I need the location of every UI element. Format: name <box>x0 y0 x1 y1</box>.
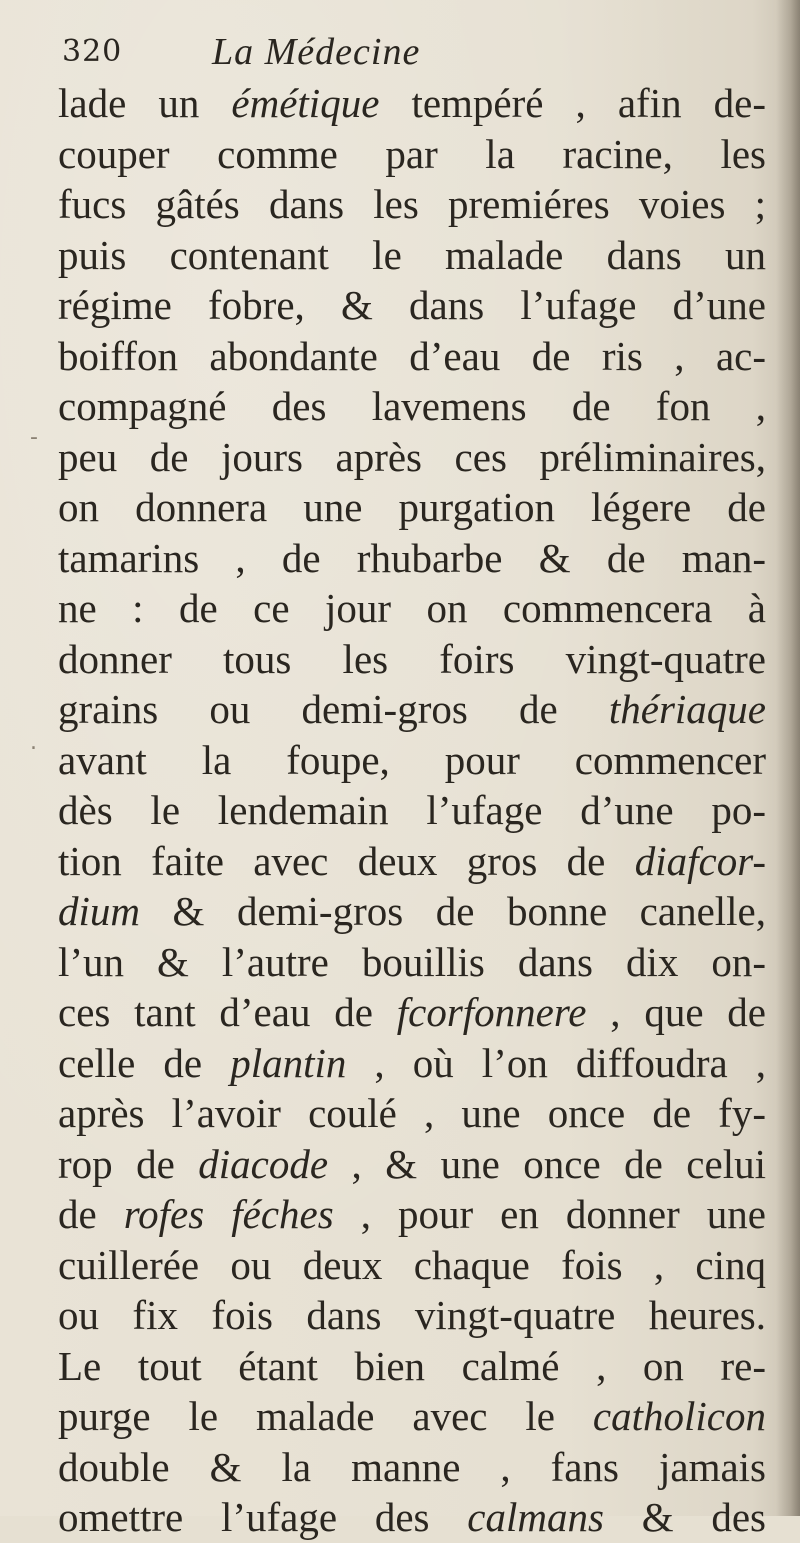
text-run: puis contenant le malade dans un <box>58 231 766 278</box>
text-line <box>58 432 766 483</box>
text-run: , où l’on diffoudra , <box>346 1039 766 1086</box>
page-number: 320 <box>62 34 123 69</box>
text-line <box>58 179 766 230</box>
text-line <box>58 583 766 634</box>
text-run: on donnera une purgation légere de <box>58 484 766 530</box>
text-run: omettre l’ufage des <box>58 1494 468 1540</box>
text-line <box>58 533 766 584</box>
text-run: donner tous les foirs vingt-quatre <box>58 635 766 682</box>
text-line <box>58 1341 766 1392</box>
italic-text-run: thériaque <box>608 686 766 732</box>
text-run: grains ou demi-gros de <box>58 686 609 732</box>
italic-text-run: diafcor- <box>634 837 766 884</box>
text-run: avant la foupe, pour commencer <box>58 736 766 783</box>
italic-text-run: diacode <box>198 1140 329 1187</box>
text-run: tamarins , de rhubarbe & de man- <box>58 534 766 581</box>
text-line <box>58 1492 766 1543</box>
text-line <box>58 684 766 735</box>
text-run: celle de <box>58 1039 231 1086</box>
text-line <box>58 1139 766 1190</box>
italic-text-run: calmans <box>467 1494 604 1540</box>
italic-text-run: dium <box>58 888 140 934</box>
margin-dot-mark: . <box>30 730 37 755</box>
running-title: La Médecine <box>212 31 421 73</box>
italic-text-run: catholicon <box>592 1393 766 1439</box>
text-line <box>58 1189 766 1240</box>
text-run: , pour en donner une <box>333 1191 766 1237</box>
text-line <box>58 1391 766 1442</box>
body-text <box>58 78 766 1543</box>
text-run: ne : de ce jour on commencera à <box>58 585 766 631</box>
text-run: de <box>58 1191 124 1237</box>
text-line <box>58 634 766 685</box>
text-run: Le tout étant bien calmé , on re- <box>58 1342 766 1389</box>
text-line <box>58 381 766 432</box>
text-run: rop de <box>58 1140 199 1187</box>
text-run: cuillerée ou deux chaque fois , cinq <box>58 1241 766 1288</box>
text-run: lade un <box>58 80 232 126</box>
text-line <box>58 482 766 533</box>
text-line <box>58 785 766 836</box>
text-run: couper comme par la racine, les <box>58 130 766 177</box>
text-run: compagné des lavemens de fon , <box>58 383 766 429</box>
text-line <box>58 1088 766 1139</box>
margin-dash-mark: - <box>30 425 38 450</box>
text-run: , que de <box>586 989 767 1035</box>
text-run: dès le lendemain l’ufage d’une po- <box>58 787 766 833</box>
text-run: tion faite avec deux gros de <box>58 837 635 884</box>
page-header <box>62 30 762 76</box>
text-run: purge le malade avec le <box>58 1393 593 1439</box>
text-run: & des <box>603 1494 766 1540</box>
text-line <box>58 78 766 129</box>
italic-text-run: plantin <box>230 1039 347 1086</box>
italic-text-run: rofes féches <box>123 1191 334 1237</box>
text-line <box>58 280 766 331</box>
italic-text-run: fcorfonnere <box>396 989 587 1035</box>
text-line <box>58 836 766 887</box>
text-run: ou fix fois dans vingt-quatre heures. <box>58 1292 766 1338</box>
text-line <box>58 1038 766 1089</box>
text-run: boiffon abondante d’eau de ris , ac- <box>58 332 766 379</box>
text-run: l’un & l’autre bouillis dans dix on- <box>58 938 766 985</box>
text-run: ces tant d’eau de <box>58 989 397 1035</box>
text-run: fucs gâtés dans les premiéres voies ; <box>58 181 766 227</box>
page-gutter-shadow <box>776 0 800 1516</box>
text-line <box>58 331 766 382</box>
text-line <box>58 1442 766 1493</box>
text-line <box>58 886 766 937</box>
text-line <box>58 937 766 988</box>
text-run: double & la manne , fans jamais <box>58 1443 766 1490</box>
text-run: après l’avoir coulé , une once de fy- <box>58 1090 766 1136</box>
text-run: , & une once de celui <box>328 1140 766 1187</box>
italic-text-run: émétique <box>231 80 380 126</box>
text-run: tempéré , afin de- <box>379 80 766 126</box>
text-line <box>58 1290 766 1341</box>
text-run: régime fobre, & dans l’ufage d’une <box>58 282 766 328</box>
text-line <box>58 987 766 1038</box>
text-line <box>58 230 766 281</box>
text-line <box>58 129 766 180</box>
text-run: peu de jours après ces préliminaires, <box>58 433 766 480</box>
text-line <box>58 1240 766 1291</box>
text-line <box>58 735 766 786</box>
text-run: & demi-gros de bonne canelle, <box>140 888 766 934</box>
